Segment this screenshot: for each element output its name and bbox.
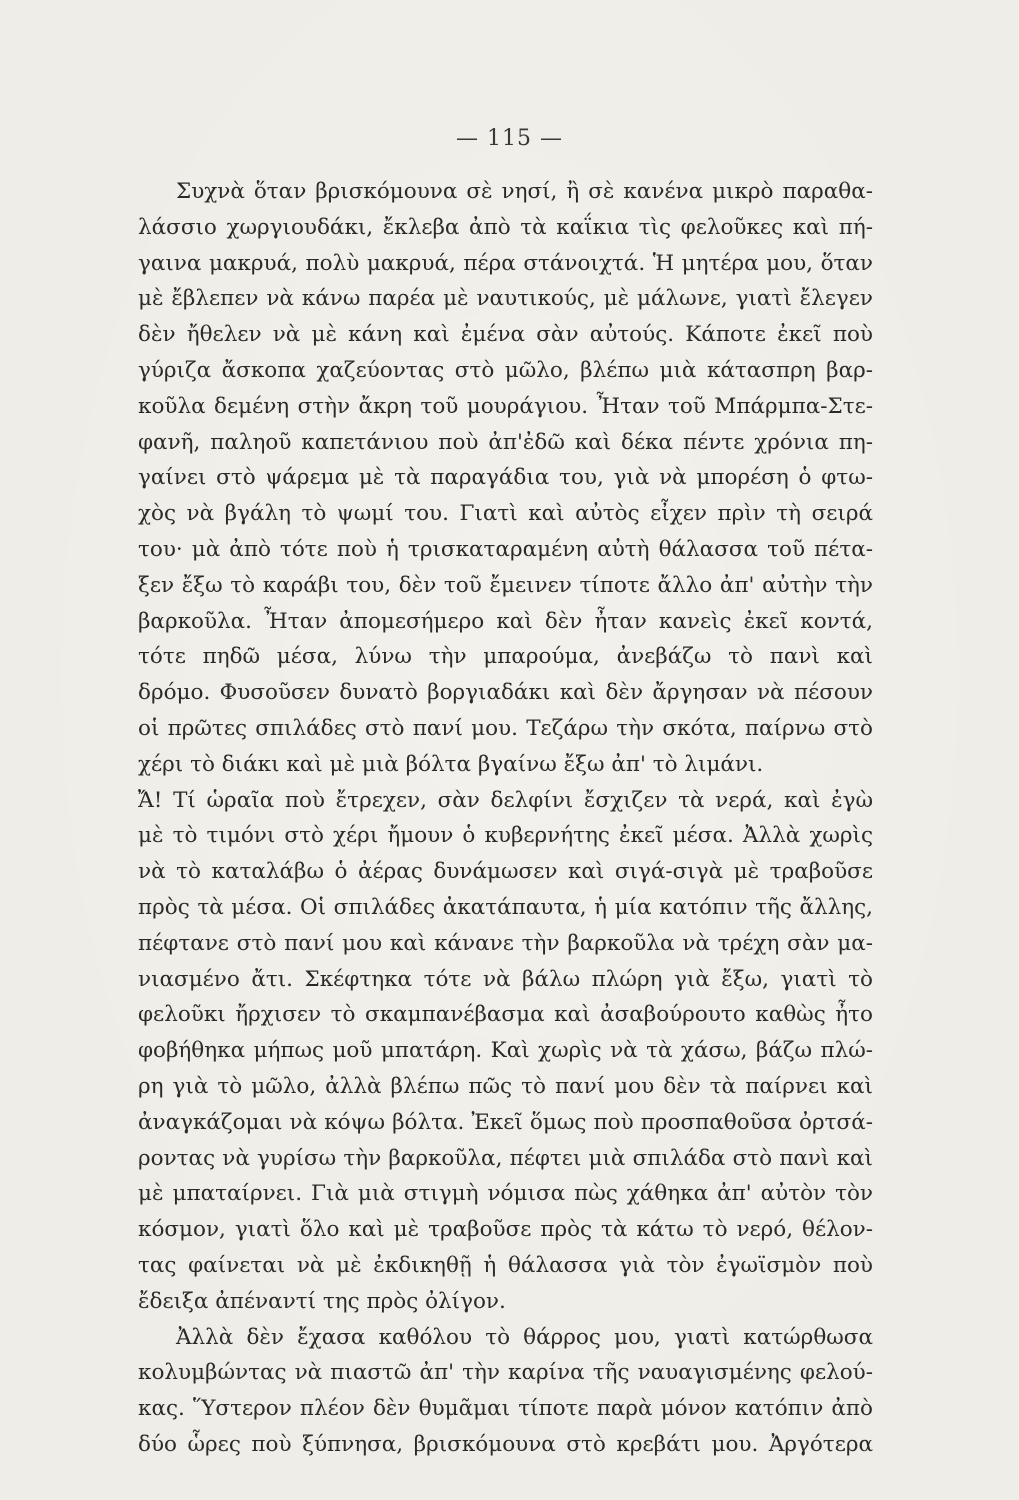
- text-line: δύο ὧρες ποὺ ξύπνησα, βρισκόμουνα στὸ κρεβάτι μου. Ἀργότερα: [138, 1431, 873, 1457]
- text-line: πέφτανε στὸ πανί μου καὶ κάνανε τὴν βαρκοῦλα νὰ τρέχη σὰν μα-: [138, 930, 873, 956]
- text-line: του· μὰ ἀπὸ τότε ποὺ ἡ τρισκαταραμένη αὐτὴ θάλασσα τοῦ πέτα-: [138, 536, 873, 562]
- text-line: Συχνὰ ὅταν βρισκόμουνα σὲ νησί, ἢ σὲ κανένα μικρὸ παραθα-: [176, 179, 873, 204]
- text-line: γαίνει στὸ ψάρεμα μὲ τὰ παραγάδια του, γιὰ νὰ μπορέση ὁ φτω-: [138, 465, 873, 491]
- text-line: οἱ πρῶτες σπιλάδες στὸ πανί μου. Τεζάρω τὴν σκότα, παίρνω στὸ: [138, 715, 873, 741]
- text-line: κοῦλα δεμένη στὴν ἄκρη τοῦ μουράγιου. Ἦταν τοῦ Μπάρμπα-Στε-: [138, 393, 873, 419]
- text-line: ξεν ἔξω τὸ καράβι του, δὲν τοῦ ἔμεινεν τίποτε ἄλλο ἀπ' αὐτὴν τὴν: [138, 572, 873, 598]
- text-line: Ἀλλὰ δὲν ἔχασα καθόλου τὸ θάρρος μου, γιατὶ κατώρθωσα: [176, 1324, 873, 1350]
- text-line: μὲ ἔβλεπεν νὰ κάνω παρέα μὲ ναυτικούς, μὲ μάλωνε, γιατὶ ἔλεγεν: [138, 286, 873, 312]
- text-line: δὲν ἤθελεν νὰ μὲ κάνη καὶ ἐμένα σὰν αὐτούς. Κάποτε ἐκεῖ ποὺ: [138, 322, 873, 348]
- text-line: χὸς νὰ βγάλη τὸ ψωμί του. Γιατὶ καὶ αὐτὸς εἶχεν πρὶν τὴ σειρά: [138, 501, 873, 527]
- text-line: γύριζα ἄσκοπα χαζεύοντας στὸ μῶλο, βλέπω μιὰ κάτασπρη βαρ-: [138, 357, 873, 383]
- body-text: [138, 174, 873, 1463]
- text-line: Ἄ! Τί ὡραῖα ποὺ ἔτρεχεν, σὰν δελφίνι ἔσχιζεν τὰ νερά, καὶ ἐγὼ: [138, 787, 873, 813]
- text-line: λάσσιο χωργιουδάκι, ἔκλεβα ἀπὸ τὰ καΐκια τὶς φελοῦκες καὶ πή-: [138, 214, 873, 240]
- text-line: γαινα μακρυά, πολὺ μακρυά, πέρα στάνοιχτά. Ἡ μητέρα μου, ὅταν: [138, 250, 873, 276]
- text-line: νὰ τὸ καταλάβω ὁ ἀέρας δυνάμωσεν καὶ σιγά-σιγὰ μὲ τραβοῦσε: [138, 859, 873, 885]
- text-line: βαρκοῦλα. Ἦταν ἀπομεσήμερο καὶ δὲν ἦταν κανεὶς ἐκεῖ κοντά,: [138, 608, 873, 634]
- text-line: ροντας νὰ γυρίσω τὴν βαρκοῦλα, πέφτει μιὰ σπιλάδα στὸ πανὶ καὶ: [138, 1145, 873, 1171]
- page-number: — 115 —: [456, 126, 563, 151]
- text-line: δρόμο. Φυσοῦσεν δυνατὸ βοργιαδάκι καὶ δὲν ἄργησαν νὰ πέσουν: [138, 680, 873, 706]
- text-line: μὲ μπαταίρνει. Γιὰ μιὰ στιγμὴ νόμισα πὼς χάθηκα ἀπ' αὐτὸν τὸν: [138, 1181, 873, 1207]
- text-line: ἀναγκάζομαι νὰ κόψω βόλτα. Ἐκεῖ ὅμως ποὺ προσπαθοῦσα ὀρτσά-: [138, 1109, 873, 1135]
- text-line: φανῆ, παληοῦ καπετάνιου ποὺ ἀπ'ἐδῶ καὶ δέκα πέντε χρόνια πη-: [138, 429, 873, 455]
- text-line: χέρι τὸ διάκι καὶ μὲ μιὰ βόλτα βγαίνω ἔξω ἀπ' τὸ λιμάνι.: [138, 751, 764, 777]
- text-line: φοβήθηκα μήπως μοῦ μπατάρη. Καὶ χωρὶς νὰ τὰ χάσω, βάζω πλώ-: [138, 1038, 873, 1064]
- text-line: πρὸς τὰ μέσα. Οἱ σπιλάδες ἀκατάπαυτα, ἡ μία κατόπιν τῆς ἄλλης,: [138, 894, 873, 920]
- text-line: τας φαίνεται νὰ μὲ ἐκδικηθῇ ἡ θάλασσα γιὰ τὸν ἐγωϊσμὸν ποὺ: [138, 1252, 873, 1278]
- text-line: ρη γιὰ τὸ μῶλο, ἀλλὰ βλέπω πῶς τὸ πανί μου δὲν τὰ παίρνει καὶ: [138, 1073, 873, 1099]
- text-line: φελοῦκι ἤρχισεν τὸ σκαμπανέβασμα καὶ ἀσαβούρουτο καθὼς ἦτο: [138, 1002, 873, 1028]
- text-line: κόσμον, γιατὶ ὅλο καὶ μὲ τραβοῦσε πρὸς τὰ κάτω τὸ νερό, θέλον-: [138, 1217, 873, 1243]
- text-line: τότε πηδῶ μέσα, λύνω τὴν μπαρούμα, ἀνεβάζω τὸ πανὶ καὶ: [138, 644, 873, 670]
- text-line: κολυμβώντας νὰ πιαστῶ ἀπ' τὴν καρίνα τῆς ναυαγισμένης φελού-: [138, 1360, 873, 1386]
- text-line: κας. Ὕστερον πλέον δὲν θυμᾶμαι τίποτε παρὰ μόνον κατόπιν ἀπὸ: [138, 1396, 873, 1422]
- text-line: μὲ τὸ τιμόνι στὸ χέρι ἤμουν ὁ κυβερνήτης ἐκεῖ μέσα. Ἀλλὰ χωρὶς: [138, 823, 873, 849]
- text-line: ἔδειξα ἀπέναντί της πρὸς ὀλίγον.: [138, 1288, 506, 1314]
- text-line: νιασμένο ἄτι. Σκέφτηκα τότε νὰ βάλω πλώρη γιὰ ἔξω, γιατὶ τὸ: [138, 966, 873, 992]
